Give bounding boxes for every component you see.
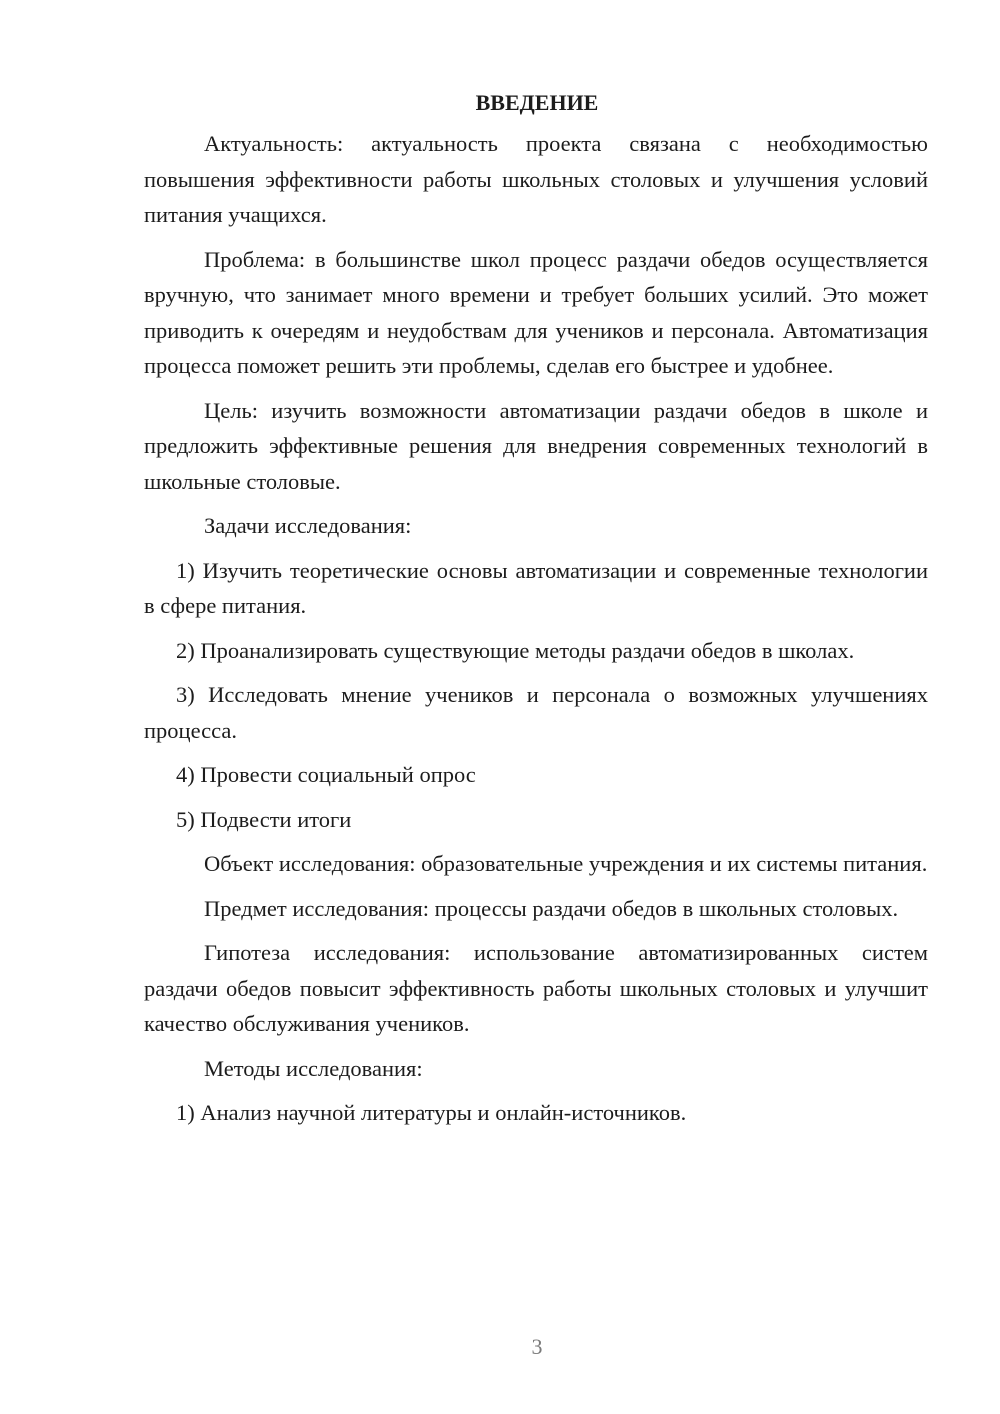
paragraph-subject: Предмет исследования: процессы раздачи обедов в школьных столовых. [204, 895, 899, 921]
methods-title: Методы исследования: [204, 1055, 423, 1081]
paragraph-relevance: Актуальность: актуальность проекта связана с необходимостью повышения эффективности работы школьных столовых и улучшения условий питания учащихся. [144, 131, 928, 227]
page-number: 3 [531, 1334, 543, 1359]
method-item-1: 1) Анализ научной литературы и онлайн-источников. [176, 1100, 687, 1125]
tasks-title: Задачи исследования: [204, 513, 412, 538]
task-item-4: 4) Провести социальный опрос [176, 762, 476, 787]
document-page [144, 88, 928, 1140]
paragraph-problem: Проблема: в большинстве школ процесс раздачи обедов осуществляется вручную, что занимает много времени и требует больших усилий. Это может приводить к очередям и неудобствам для учеников и персонала. Автоматизация процесса поможет решить эти проблемы, сделав его быстрее и удобнее. [144, 246, 928, 378]
paragraph-goal: Цель: изучить возможности автоматизации раздачи обедов в школе и предложить эффективные решения для внедрения современных технологий в школьные столовые. [144, 397, 928, 494]
task-item-3: 3) Исследовать мнение учеников и персонала о возможных улучшениях процесса. [144, 682, 928, 743]
task-item-1: 1) Изучить теоретические основы автоматизации и современные технологии в сфере питания. [144, 557, 928, 618]
paragraph-object: Объект исследования: образовательные учреждения и их системы питания. [204, 851, 928, 876]
task-item-5: 5) Подвести итоги [176, 806, 352, 832]
page-title: ВВЕДЕНИЕ [475, 90, 599, 115]
task-item-2: 2) Проанализировать существующие методы раздачи обедов в школах. [176, 637, 855, 663]
paragraph-hypothesis: Гипотеза исследования: использование автоматизированных систем раздачи обедов повысит эффективность работы школьных столовых и улучшит качество обслуживания учеников. [144, 940, 928, 1036]
